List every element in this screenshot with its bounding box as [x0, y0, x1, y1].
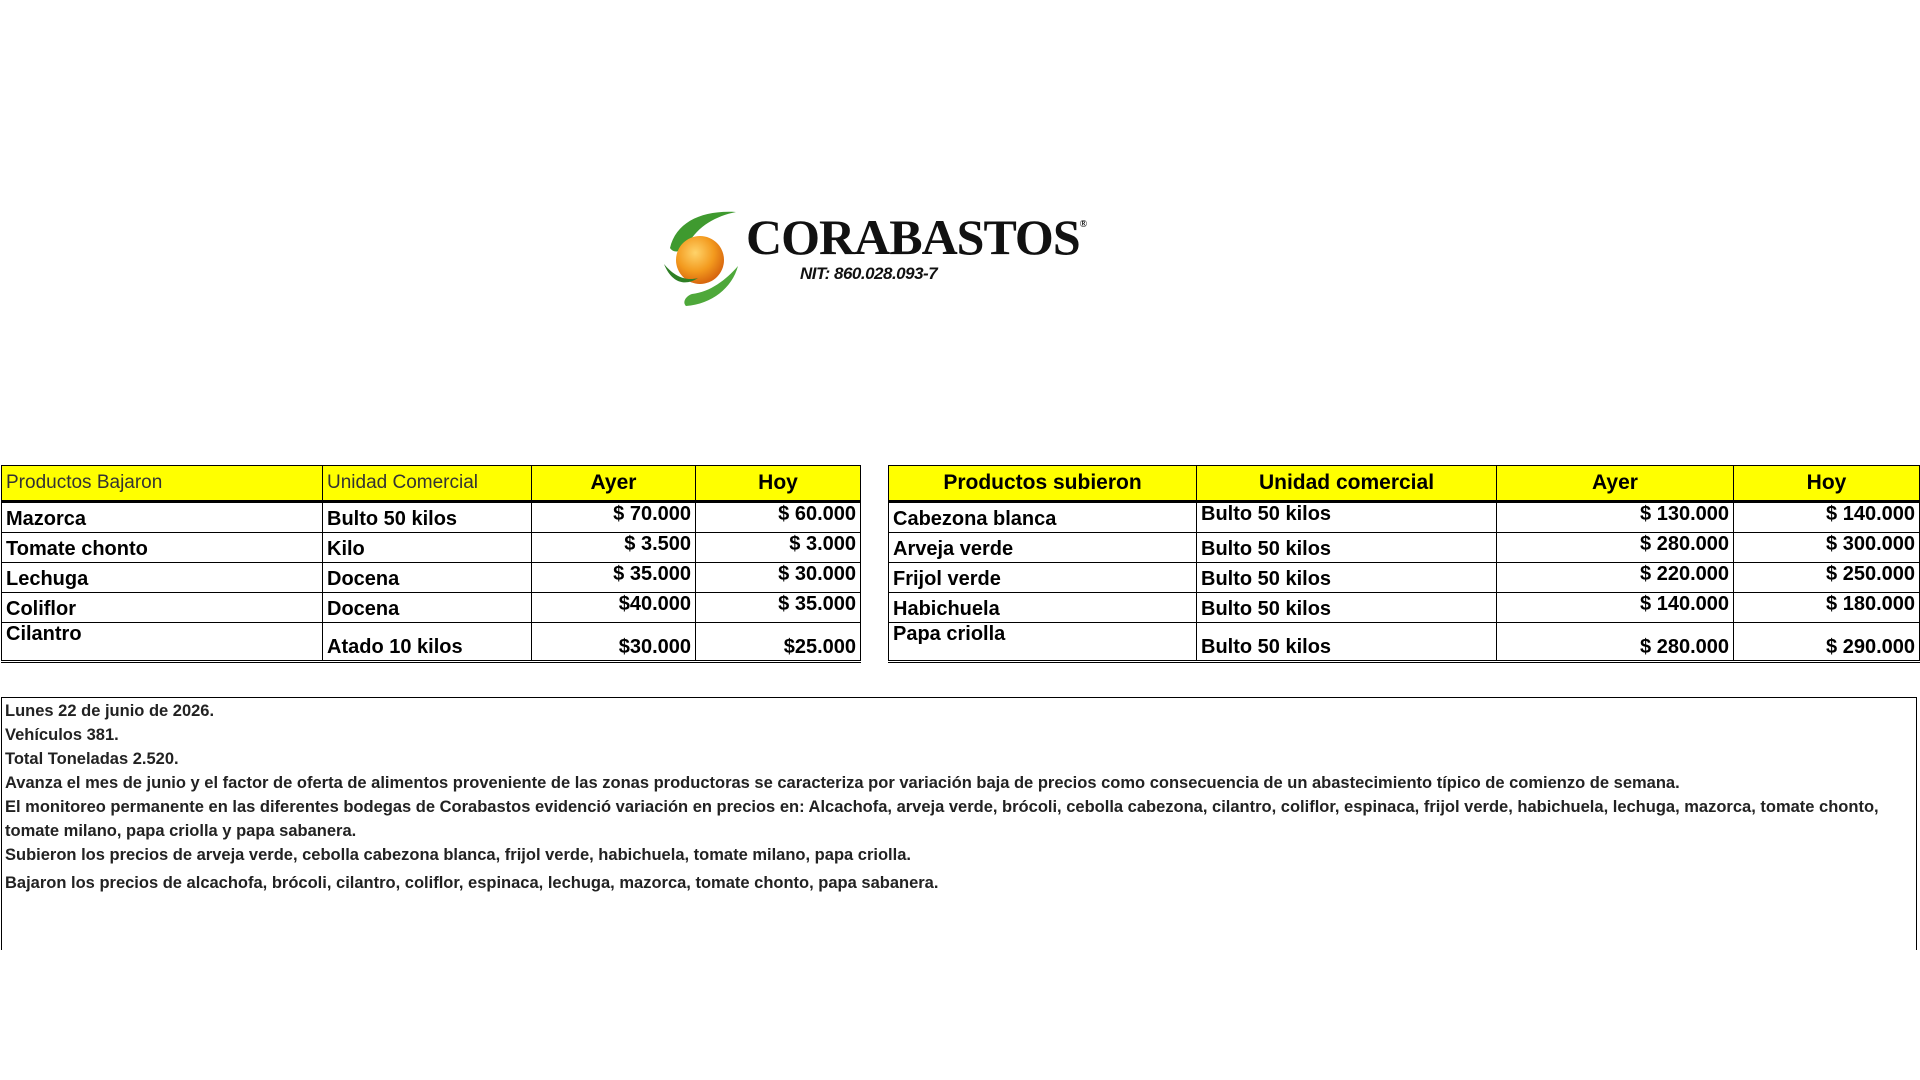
table-row — [889, 533, 1920, 563]
column-header-yesterday: Ayer — [532, 466, 696, 502]
table-row — [889, 623, 1920, 662]
unit-cell: Bulto 50 kilos — [1197, 593, 1497, 623]
column-header-yesterday: Ayer — [1497, 466, 1734, 502]
table-header-row — [2, 466, 861, 502]
column-header-product: Productos Bajaron — [2, 466, 323, 502]
yesterday-price-cell: $ 130.000 — [1497, 502, 1734, 533]
yesterday-price-cell: $ 35.000 — [532, 563, 696, 593]
yesterday-price-cell: $ 140.000 — [1497, 593, 1734, 623]
today-price-cell: $ 35.000 — [696, 593, 861, 623]
bulletin-date: Lunes 22 de junio de 2026. — [5, 702, 215, 720]
product-cell: Papa criolla — [889, 623, 1197, 662]
column-header-unit: Unidad comercial — [1197, 466, 1497, 502]
column-header-unit: Unidad Comercial — [323, 466, 532, 502]
unit-cell: Docena — [323, 563, 532, 593]
today-price-cell: $ 3.000 — [696, 533, 861, 563]
unit-cell: Bulto 50 kilos — [1197, 502, 1497, 533]
product-cell: Arveja verde — [889, 533, 1197, 563]
today-price-cell: $ 180.000 — [1734, 593, 1920, 623]
nit-number: NIT: 860.028.093-7 — [800, 264, 938, 283]
bulletin-prices-down: Bajaron los precios de alcachofa, brócoli, cilantro, coliflor, espinaca, lechuga, mazorca, tomate chonto, papa sabanera. — [5, 874, 939, 892]
product-cell: Cilantro — [2, 623, 323, 662]
corabastos-logo — [662, 208, 1087, 308]
unit-cell: Docena — [323, 593, 532, 623]
table-row — [2, 623, 861, 662]
product-cell: Habichuela — [889, 593, 1197, 623]
bulletin-tons: Total Toneladas 2.520. — [5, 750, 179, 768]
unit-cell: Bulto 50 kilos — [323, 502, 532, 533]
table-row — [2, 593, 861, 623]
prices-down-table — [1, 465, 861, 663]
table-row — [2, 502, 861, 533]
column-header-product: Productos subieron — [889, 466, 1197, 502]
market-bulletin-notes — [1, 697, 1917, 950]
unit-cell: Bulto 50 kilos — [1197, 533, 1497, 563]
yesterday-price-cell: $ 280.000 — [1497, 533, 1734, 563]
prices-up-table — [888, 465, 1920, 663]
table-row — [2, 533, 861, 563]
unit-cell: Atado 10 kilos — [323, 623, 532, 662]
product-cell: Cabezona blanca — [889, 502, 1197, 533]
bulletin-prices-up: Subieron los precios de arveja verde, cebolla cabezona blanca, frijol verde, habichuela, tomate milano, papa criolla. — [5, 846, 911, 864]
column-header-today: Hoy — [696, 466, 861, 502]
today-price-cell: $25.000 — [696, 623, 861, 662]
brand-name: CORABASTOS® — [746, 209, 1087, 265]
table-row — [889, 593, 1920, 623]
unit-cell: Kilo — [323, 533, 532, 563]
product-cell: Lechuga — [2, 563, 323, 593]
today-price-cell: $ 30.000 — [696, 563, 861, 593]
product-cell: Coliflor — [2, 593, 323, 623]
bulletin-vehicles: Vehículos 381. — [5, 726, 119, 744]
product-cell: Mazorca — [2, 502, 323, 533]
table-header-row — [889, 466, 1920, 502]
today-price-cell: $ 250.000 — [1734, 563, 1920, 593]
product-cell: Frijol verde — [889, 563, 1197, 593]
today-price-cell: $ 140.000 — [1734, 502, 1920, 533]
yesterday-price-cell: $ 3.500 — [532, 533, 696, 563]
yesterday-price-cell: $30.000 — [532, 623, 696, 662]
today-price-cell: $ 300.000 — [1734, 533, 1920, 563]
bulletin-monitoring: El monitoreo permanente en las diferentes bodegas de Corabastos evidenció variación en precios en: Alcachofa, arveja verde, brócoli, cebolla cabezona, cilantro, coliflor, espinaca, frijol verde, habichuela, lechuga, mazorca, tomate chonto, tomate milano, papa criolla y papa sabanera. — [5, 798, 1879, 840]
bulletin-supply-summary: Avanza el mes de junio y el factor de oferta de alimentos proveniente de las zonas productoras se caracteriza por variación baja de precios como consecuencia de un abastecimiento típico de comienzo de semana. — [5, 774, 1680, 792]
column-header-today: Hoy — [1734, 466, 1920, 502]
table-row — [889, 563, 1920, 593]
yesterday-price-cell: $40.000 — [532, 593, 696, 623]
yesterday-price-cell: $ 280.000 — [1497, 623, 1734, 662]
yesterday-price-cell: $ 70.000 — [532, 502, 696, 533]
table-row — [889, 502, 1920, 533]
yesterday-price-cell: $ 220.000 — [1497, 563, 1734, 593]
today-price-cell: $ 290.000 — [1734, 623, 1920, 662]
unit-cell: Bulto 50 kilos — [1197, 623, 1497, 662]
table-row — [2, 563, 861, 593]
today-price-cell: $ 60.000 — [696, 502, 861, 533]
product-cell: Tomate chonto — [2, 533, 323, 563]
unit-cell: Bulto 50 kilos — [1197, 563, 1497, 593]
orange-leaf-icon — [662, 208, 746, 308]
